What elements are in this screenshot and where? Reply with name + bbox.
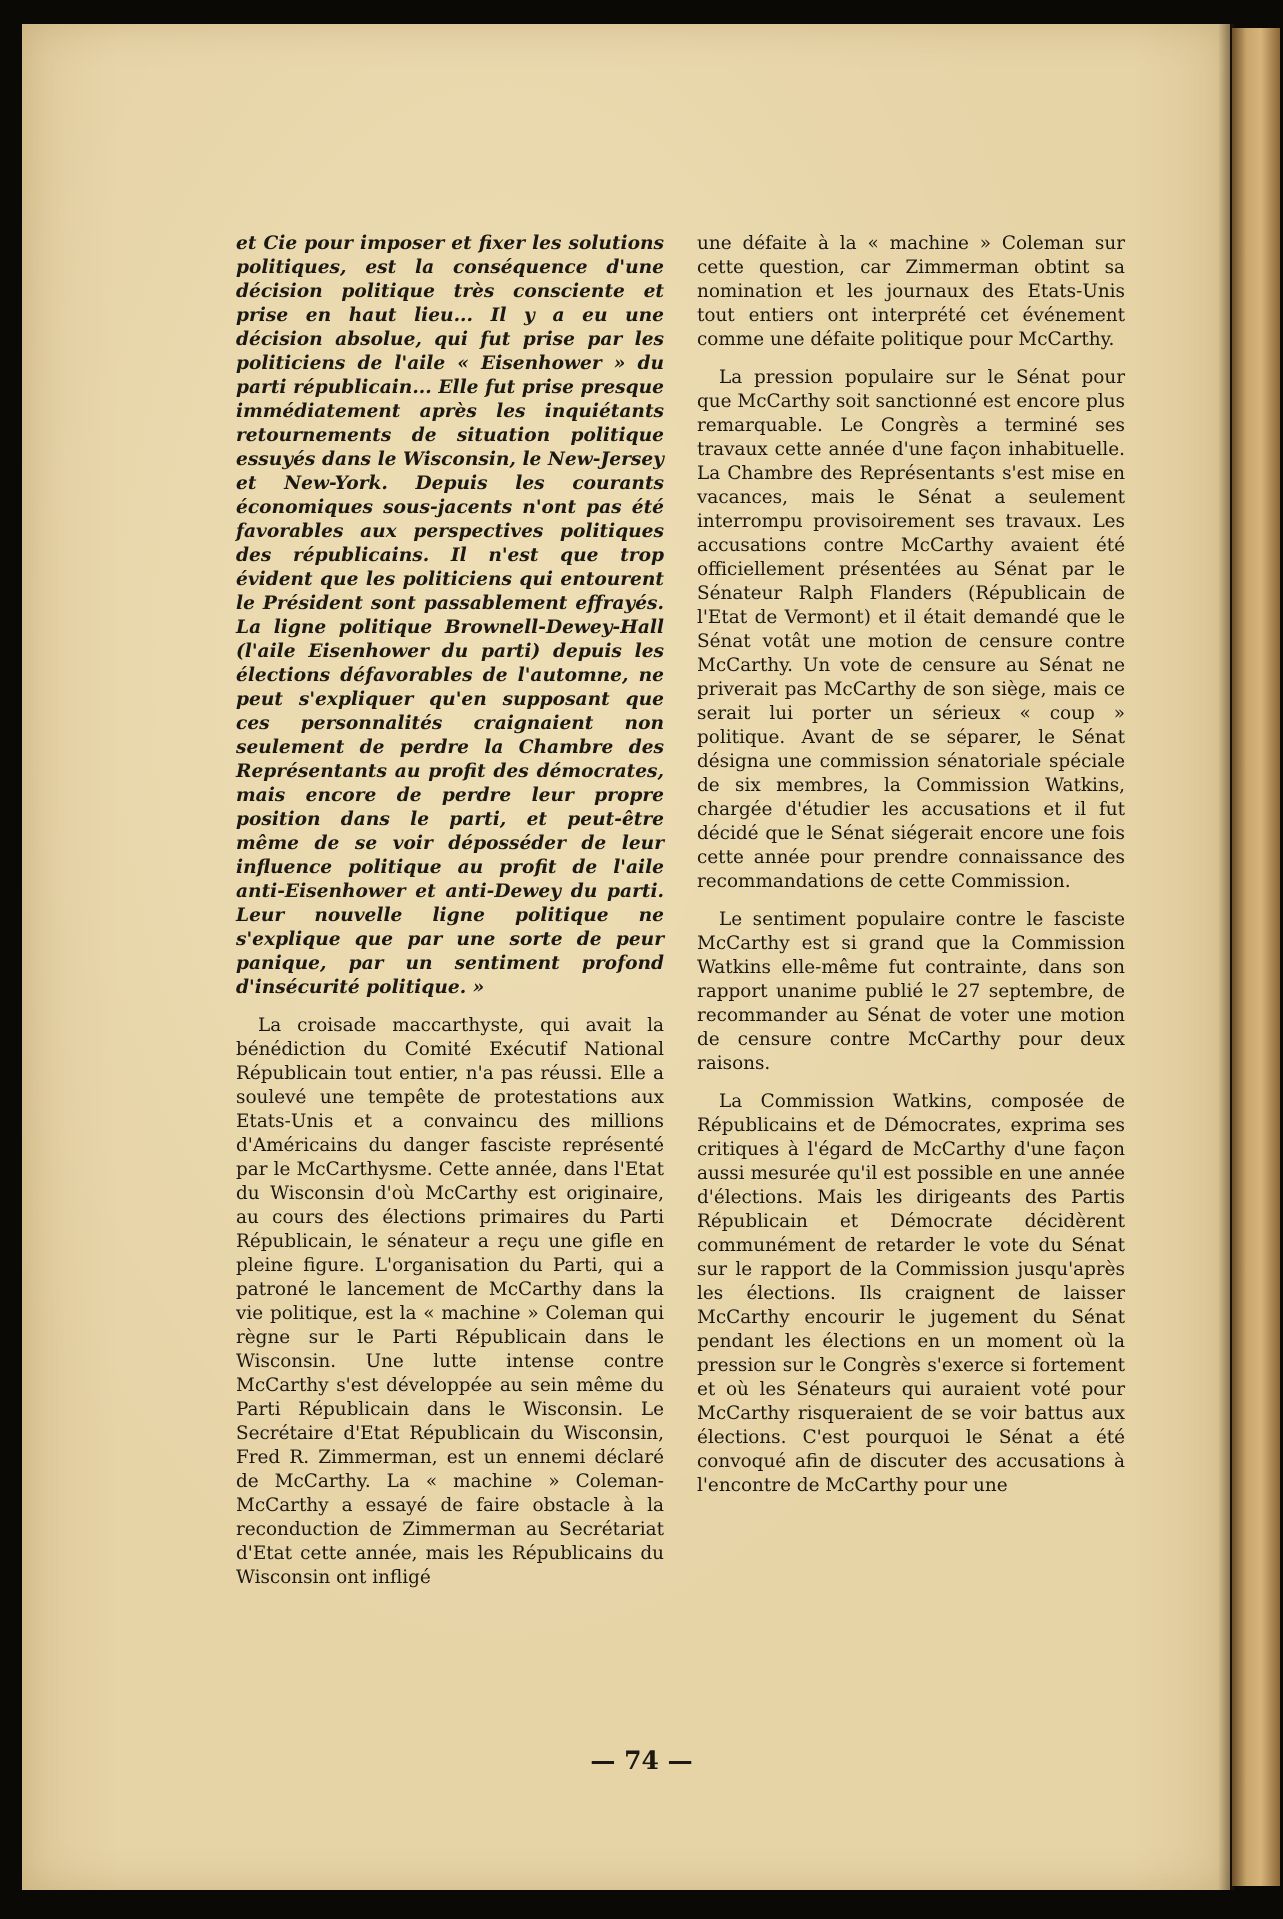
next-page-edge bbox=[1232, 28, 1280, 1886]
body-paragraph: La croisade maccarthyste, qui avait la bénédiction du Comité Exécutif National Républicain tout entier, n'a pas réussi. Elle a soulevé une tempête de protestations aux Etats-Unis et a convaincu des millions d'Américains du danger fasciste représenté par le McCarthysme. Cette année, dans l'Etat du Wisconsin d'où McCarthy est originaire, au cours des élections primaires du Parti Républicain, le sénateur a reçu une gifle en pleine figure. L'organisation du Parti, qui a patroné le lancement de McCarthy dans la vie politique, est la « machine » Coleman qui règne sur le Parti Républicain dans le Wisconsin. Une lutte intense contre McCarthy s'est développée au sein même du Parti Républicain dans le Wisconsin. Le Secrétaire d'Etat Républicain du Wisconsin, Fred R. Zimmerman, est un ennemi déclaré de McCarthy. La « machine » Coleman-McCarthy a essayé de faire obstacle à la reconduction de Zimmerman au Secrétariat d'Etat cette année, mais les Républicains du Wisconsin ont infligé bbox=[236, 1015, 664, 1588]
body-paragraph: une défaite à la « machine » Coleman sur cette question, car Zimmerman obtint sa nomination et les journaux des Etats-Unis tout entiers ont interprété cet événement comme une défaite politique pour McCarthy. bbox=[697, 233, 1125, 350]
body-paragraph: La pression populaire sur le Sénat pour que McCarthy soit sanctionné est encore plus remarquable. Le Congrès a terminé ses travaux cette année d'une façon inhabituelle. La Chambre des Représentants s'est mise en vacances, mais le Sénat a seulement interrompu provisoirement ses travaux. Les accusations contre McCarthy avaient été officiellement présentées au Sénat par le Sénateur Ralph Flanders (Républicain de l'Etat de Vermont) et il était demandé que le Sénat votât une motion de censure contre McCarthy. Un vote de censure au Sénat ne priverait pas McCarthy de son siège, mais ce serait lui porter un sérieux « coup » politique. Avant de se séparer, le Sénat désigna une commission sénatoriale spéciale de six membres, la Commission Watkins, chargée d'étudier les accusations et il fut décidé que le Sénat siégerait encore une fois cette année pour prendre connaissance des recommandations de cette Commission. bbox=[697, 367, 1125, 892]
quoted-passage: et Cie pour imposer et fixer les solutions politiques, est la conséquence d'une décision politique très consciente et prise en haut lieu... Il y a eu une décision absolue, qui fut prise par les politiciens de l'aile « Eisenhower » du parti républicain... Elle fut prise presque immédiatement après les inquiétants retournements de situation politique essuyés dans le Wisconsin, le New-Jersey et New-York. Depuis les courants économiques sous-jacents n'ont pas été favorables aux perspectives politiques des républicains. Il n'est que trop évident que les politiciens qui entourent le Président sont passablement effrayés. La ligne politique Brownell-Dewey-Hall (l'aile Eisenhower du parti) depuis les élections défavorables de l'automne, ne peut s'expliquer qu'en supposant que ces personnalités craignaient non seulement de perdre la Chambre des Représentants au profit des démocrates, mais encore de perdre leur propre position dans le parti, et peut-être même de se voir déposséder de leur influence politique au profit de l'aile anti-Eisenhower et anti-Dewey du parti. Leur nouvelle ligne politique ne s'explique que par une sorte de peur panique, par un sentiment profond d'insécurité politique. » bbox=[236, 233, 664, 998]
body-paragraph: La Commission Watkins, composée de Républicains et de Démocrates, exprima ses critiques à l'égard de McCarthy d'une façon aussi mesurée qu'il est possible en une année d'élections. Mais les dirigeants des Partis Républicain et Démocrate décidèrent communément de retarder le vote du Sénat sur le rapport de la Commission jusqu'après les élections. Ils craignent de laisser McCarthy encourir le jugement du Sénat pendant les élections en un moment où la pression sur le Congrès s'exerce si fortement et où les Sénateurs qui auraient voté pour McCarthy risqueraient de se voir battus aux élections. C'est pourquoi le Sénat a été convoqué afin de discuter des accusations à l'encontre de McCarthy pour une bbox=[697, 1091, 1125, 1496]
body-paragraph: Le sentiment populaire contre le fasciste McCarthy est si grand que la Commission Watkins elle-même fut contrainte, dans son rapport unanime publié le 27 septembre, de recommander au Sénat de voter une motion de censure contre McCarthy pour deux raisons. bbox=[697, 909, 1125, 1074]
right-column bbox=[697, 232, 1125, 1498]
page-number: — 74 — bbox=[590, 1746, 693, 1775]
left-column bbox=[236, 232, 664, 1590]
